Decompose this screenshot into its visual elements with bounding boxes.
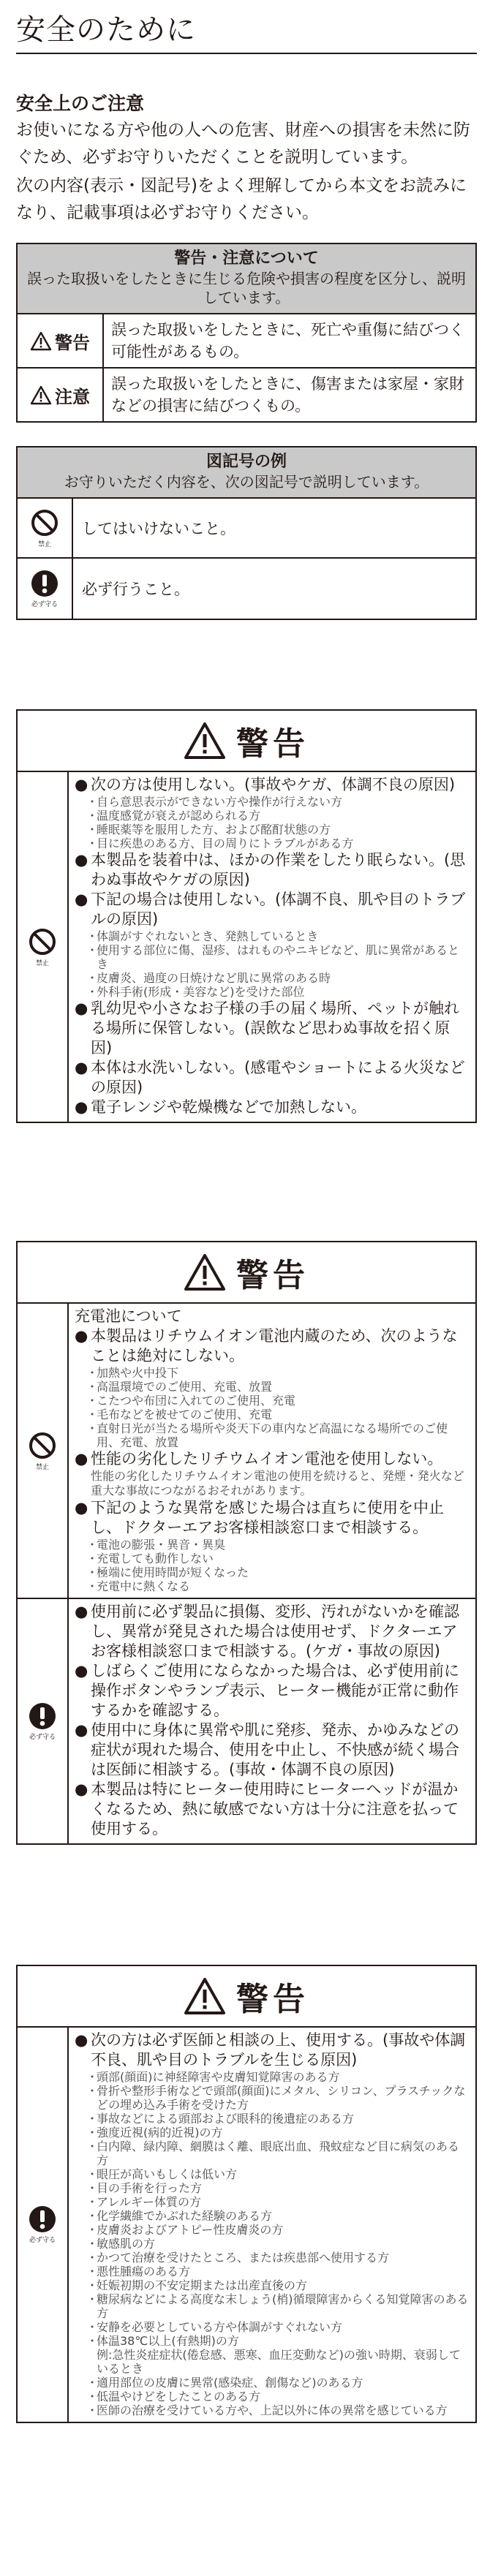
sub-list-item	[75, 1552, 470, 1565]
list-item-text: 下記のような異常を感じた場合は直ちに使用を中止し、ドクターエアお客様相談窓口まで相談する。	[91, 1499, 444, 1536]
warning-box-2-header	[18, 1242, 475, 1304]
mandatory-caption: 必ず守る	[29, 1733, 56, 1741]
bullet-icon: ●	[75, 1603, 88, 1620]
sub-list-item-text: 骨折や整形手術などで頭部(顔面)にメタル、シリコン、プラスチックなどの埋め込み手術を受けた方	[97, 2084, 466, 2112]
sub-list-item-text: 睡眠薬等を服用した方、および酩酊状態の方	[97, 823, 331, 836]
legend-description: 誤った取扱いをしたときに生じる危険や損害の程度を区分し、説明しています。	[27, 270, 466, 306]
sub-list-item-text: 皮膚炎およびアトピー性皮膚炎の方	[97, 2223, 284, 2237]
sub-list-item-text: 目に疾患のある方、目の周りにトラブルがある方	[97, 836, 354, 850]
list-item-text: 下記の場合は使用しない。(体調不良、肌や目のトラブルの原因)	[91, 891, 466, 928]
pictogram-row-prohibited	[18, 499, 475, 559]
pictogram-legend	[16, 446, 477, 620]
small-bullet-icon: ・	[86, 795, 99, 809]
bullet-icon: ●	[75, 1780, 88, 1798]
sub-list-item	[75, 1579, 470, 1593]
small-bullet-icon: ・	[86, 2181, 99, 2195]
list-item-text: しばらくご使用にならなかった場合は、必ず使用前に操作ボタンやランプ表示、ヒーター機能が正常に動作するかを確認する。	[91, 1662, 459, 1719]
pictogram-row-mandatory	[18, 559, 475, 619]
small-bullet-icon: ・	[86, 2167, 99, 2181]
prohibition-icon	[28, 927, 57, 956]
sub-list-item	[75, 2112, 470, 2126]
list-item-text: 性能の劣化したリチウムイオン電池を使用しない。	[91, 1450, 443, 1468]
small-bullet-icon: ・	[86, 2376, 99, 2390]
sub-list-item	[75, 2126, 470, 2139]
caution-triangle-icon	[30, 385, 52, 405]
sub-list-item	[75, 2348, 470, 2376]
sub-list-item-text: 高温環境でのご使用、充電、放置	[97, 1380, 273, 1394]
list-item	[75, 999, 470, 1058]
sub-list-item-text: 外科手術(形成・美容など)を受けた部位	[97, 985, 305, 999]
sub-list-item-text: 適用部位の皮膚に異常(感染症、創傷など)のある方	[97, 2376, 363, 2390]
sub-list-item-text: 敏感肌の方	[97, 2237, 156, 2251]
list-item	[75, 890, 470, 929]
small-bullet-icon: ・	[86, 929, 99, 943]
sub-list-item	[75, 2320, 470, 2334]
sub-list-item	[75, 2334, 470, 2348]
sub-list-item-text: 加熱や火中投下	[97, 1366, 179, 1380]
list-item	[75, 1449, 470, 1469]
bullet-icon: ●	[75, 1499, 88, 1516]
warning-triangle-icon	[184, 1253, 226, 1291]
bullet-icon: ●	[75, 1721, 88, 1739]
sub-list-item-text: 毛布などを被せてのご使用、充電	[97, 1408, 273, 1421]
pictogram-title: 図記号の例	[206, 453, 287, 471]
sub-list-item-text: アレルギー体質の方	[97, 2195, 201, 2209]
sub-list-item-text: 充電しても動作しない	[97, 1552, 214, 1565]
warning-label: 警告	[236, 725, 309, 763]
small-bullet-icon: ・	[86, 1408, 99, 1421]
sub-list-item-text: 自ら意思表示ができない方や操作が行えない方	[97, 795, 343, 809]
sub-list-item	[75, 2209, 470, 2223]
small-bullet-icon: ・	[86, 2403, 99, 2417]
list-item-text: 電子レンジや乾燥機などで加熱しない。	[91, 1098, 366, 1116]
sub-list-item	[75, 1565, 470, 1579]
mandatory-icon	[29, 2205, 56, 2233]
sub-list-item-text: 使用する部位に傷、湿疹、はれものやニキビなど、肌に異常があるとき	[97, 943, 460, 971]
small-bullet-icon: ・	[86, 2292, 99, 2306]
sub-list-item-text: 充電中に熱くなる	[97, 1579, 191, 1593]
sub-list-item	[75, 1538, 470, 1552]
list-item-text: 本製品はリチウムイオン電池内蔵のため、次のようなことは絶対にしない。	[91, 1327, 458, 1364]
warning-box-1-header	[18, 711, 475, 772]
sub-list-item	[75, 2181, 470, 2195]
sub-list-item-text: こたつや布団に入れてのご使用、充電	[97, 1394, 296, 1408]
warning-triangle-icon	[184, 722, 226, 760]
small-bullet-icon: ・	[86, 1565, 99, 1579]
small-bullet-icon: ・	[86, 1538, 99, 1552]
legend-warning-description: 誤った取扱いをしたときに、死亡や重傷に結びつく可能性があるもの。	[111, 321, 464, 360]
small-bullet-icon: ・	[86, 2237, 99, 2251]
prohibition-text: してはいけないこと。	[82, 520, 235, 537]
small-bullet-icon: ・	[86, 2070, 99, 2084]
legend-row-caution	[18, 369, 475, 421]
list-item	[75, 1661, 470, 1721]
sub-list-item	[75, 1366, 470, 1380]
sub-list-item	[75, 2403, 470, 2417]
note-text: 性能の劣化したリチウムイオン電池の使用を続けると、発煙・発火など重大な事故につながるおそれがあります。	[91, 1469, 464, 1497]
prohibition-icon	[30, 508, 59, 537]
warning-box-2	[16, 1241, 477, 1845]
list-item-text: 本製品を装着中は、ほかの作業をしたり眠らない。(思わぬ事故やケガの原因)	[91, 851, 466, 888]
sub-list-item	[75, 2265, 470, 2278]
legend-warning-text: 警告	[55, 332, 90, 353]
sub-list-item-text: 安静を必要としている方や体調がすぐれない方	[97, 2320, 343, 2334]
small-bullet-icon: ・	[86, 2195, 99, 2209]
mandatory-caption: 必ず守る	[29, 2237, 56, 2244]
sub-list-item	[75, 943, 470, 971]
sub-list-item	[75, 2084, 470, 2112]
page-title: 安全のために	[16, 13, 196, 47]
small-bullet-icon: ・	[86, 2209, 99, 2223]
list-item-text: 使用前に必ず製品に損傷、変形、汚れがないかを確認し、異常が発見された場合は使用せず、ドクターエアお客様相談窓口まで相談する。(ケガ・事故の原因)	[91, 1603, 459, 1660]
legend-row-warning	[18, 314, 475, 369]
sub-list-item-text: 電池の膨張・異音・異臭	[97, 1538, 226, 1552]
sub-list-item-text: 眼圧が高いもしくは低い方	[97, 2167, 238, 2181]
sub-list-item-text: 妊娠初期の不安定期または出産直後の方	[97, 2278, 308, 2292]
small-bullet-icon: ・	[86, 823, 99, 836]
warning-box-3-header	[18, 1966, 475, 2028]
small-bullet-icon: ・	[86, 1552, 99, 1565]
small-bullet-icon: ・	[86, 943, 99, 957]
legend-header	[18, 244, 475, 314]
bullet-icon: ●	[75, 1450, 88, 1468]
bullet-icon: ●	[75, 1098, 88, 1116]
prohibition-caption: 禁止	[35, 1463, 49, 1471]
list-item	[75, 1058, 470, 1098]
intro-paragraph-1: お使いになる方や他の人への危害、財産への損害を未然に防ぐため、必ずお守りいただくことを説明しています。	[16, 121, 470, 167]
bullet-icon: ●	[75, 1000, 88, 1017]
legend-caution-text: 注意	[55, 386, 90, 407]
sub-list-item-text: 直射日光が当たる場所や炎天下の車内など高温になる場所でのご使用、充電、放置	[97, 1421, 448, 1449]
sub-list-item-text: 頭部(顔面)に神経障害や皮膚知覚障害のある方	[97, 2070, 340, 2084]
sub-list-item-text: 体調がすぐれないとき、発熱しているとき	[97, 929, 319, 943]
list-item	[75, 1602, 470, 1661]
small-bullet-icon: ・	[86, 2251, 99, 2265]
sub-list-item	[75, 2251, 470, 2265]
warning-box-1	[16, 709, 477, 1123]
small-bullet-icon: ・	[86, 971, 99, 985]
list-item-text: 本体は水洗いしない。(感電やショートによる火災などの原因)	[91, 1059, 465, 1096]
list-item	[75, 1780, 470, 1839]
bullet-icon: ●	[75, 891, 88, 908]
sub-list-item	[75, 795, 470, 809]
mandatory-text: 必ず行うこと。	[82, 581, 189, 598]
small-bullet-icon: ・	[86, 2084, 99, 2098]
legend-title: 警告・注意について	[174, 249, 319, 268]
list-item	[75, 850, 470, 890]
warning-triangle-icon	[184, 1977, 226, 2015]
sub-list-item	[75, 2278, 470, 2292]
bullet-icon: ●	[75, 1059, 88, 1076]
sub-list-item	[75, 985, 470, 999]
pictogram-description: お守りいただく内容を、次の図記号で説明しています。	[64, 473, 429, 491]
warning-1-items	[69, 772, 475, 1122]
sub-list-item-text: 事故などによる頭部および眼科的後遺症のある方	[97, 2112, 355, 2126]
prohibition-caption: 禁止	[35, 959, 49, 967]
sub-list-item	[75, 2376, 470, 2390]
list-item	[75, 2031, 470, 2070]
sub-list-item-text: 目の手術を行った方	[97, 2181, 203, 2195]
sub-list-item-text: 悪性腫瘍のある方	[97, 2265, 191, 2278]
mandatory-icon	[31, 570, 59, 597]
legend-caution-description: 誤った取扱いをしたときに、傷害または家屋・家財などの損害に結びつくもの。	[111, 375, 464, 415]
bullet-icon: ●	[75, 776, 88, 793]
sub-list-item	[75, 971, 470, 985]
warning-3-items	[69, 2028, 475, 2422]
small-bullet-icon: ・	[86, 2223, 99, 2237]
sub-list-item	[75, 2070, 470, 2084]
sub-list-item	[75, 2139, 470, 2167]
list-item-text: 次の方は使用しない。(事故やケガ、体調不良の原因)	[91, 776, 456, 793]
sub-list-item	[75, 823, 470, 836]
section-label: 充電池について	[75, 1307, 182, 1325]
sub-list-item	[75, 2237, 470, 2251]
warning-box-3	[16, 1965, 477, 2423]
warning-label: 警告	[236, 1981, 309, 2018]
sub-list-item	[75, 2292, 470, 2320]
mandatory-caption: 必ず守る	[31, 600, 58, 608]
warning-triangle-icon	[30, 331, 52, 351]
small-bullet-icon: ・	[86, 1579, 99, 1593]
list-item	[75, 1498, 470, 1538]
small-bullet-icon: ・	[86, 2278, 99, 2292]
sub-list-item-text: 医師の治療を受けている方や、上記以外に体の異常を感じている方	[97, 2403, 448, 2417]
sub-list-item-text: かつて治療を受けたところ、または疾患部へ使用する方	[97, 2251, 390, 2265]
intro-paragraph-2: 次の内容(表示・図記号)をよく理解してから本文をお読みになり、記載事項は必ずお守りください。	[16, 176, 467, 222]
sub-list-item-text: 白内障、緑内障、網膜はく離、眼底出血、飛蚊症など目に病気のある方	[97, 2139, 460, 2167]
list-item-text: 本製品は特にヒーター使用時にヒーターヘッドが温かくなるため、熱に敏感でない方は十分に注意を払って使用する。	[91, 1780, 459, 1837]
sub-list-item	[75, 1394, 470, 1408]
warning-label: 警告	[236, 1257, 309, 1294]
prohibition-icon	[28, 1431, 57, 1460]
sub-list-item	[75, 836, 470, 850]
small-bullet-icon: ・	[86, 836, 99, 850]
bullet-icon: ●	[75, 1327, 88, 1345]
sub-list-item	[75, 2195, 470, 2209]
sub-list-item-text: 体温38℃以上(有熱期)の方	[97, 2334, 239, 2348]
small-bullet-icon: ・	[86, 1366, 99, 1380]
warning-2-check-items	[69, 1599, 475, 1843]
prohibition-caption: 禁止	[37, 540, 51, 548]
sub-list-item-text: 例:急性炎症症状(倦怠感、悪寒、血圧変動など)の強い時期、衰弱しているとき	[97, 2348, 461, 2376]
bullet-icon: ●	[75, 1662, 88, 1680]
warning-caution-legend	[16, 243, 477, 423]
legend-warning-label	[18, 314, 104, 367]
list-item	[75, 1326, 470, 1366]
mandatory-icon	[29, 1702, 56, 1730]
small-bullet-icon: ・	[86, 2139, 99, 2153]
sub-list-item	[75, 1421, 470, 1449]
small-bullet-icon: ・	[86, 1421, 99, 1435]
sub-list-item	[75, 2390, 470, 2403]
small-bullet-icon: ・	[86, 985, 99, 999]
sub-list-item	[75, 2167, 470, 2181]
list-item-text: 乳幼児や小さなお子様の手の届く場所、ペットが触れる場所に保管しない。(誤飲など思わぬ事故を招く原因)	[91, 1000, 459, 1057]
list-item-text: 次の方は必ず医師と相談の上、使用する。(事故や体調不良、肌や目のトラブルを生じる原因)	[91, 2031, 466, 2069]
sub-list-item	[75, 1380, 470, 1394]
sub-list-item	[75, 2223, 470, 2237]
sub-list-item	[75, 1408, 470, 1421]
list-item	[75, 775, 470, 795]
small-bullet-icon: ・	[86, 1394, 99, 1408]
small-bullet-icon: ・	[86, 2334, 99, 2348]
list-item-text: 使用中に身体に異常や肌に発疹、発赤、かゆみなどの症状が現れた場合、使用を中止し、不快感が続く場合は医師に相談する。(事故・体調不良の原因)	[91, 1721, 459, 1778]
sub-list-item-text: 糖尿病などによる高度な末しょう(梢)循環障害からくる知覚障害のある方	[97, 2292, 469, 2320]
small-bullet-icon: ・	[86, 2320, 99, 2334]
legend-caution-label	[18, 369, 104, 421]
small-bullet-icon: ・	[86, 2265, 99, 2278]
sub-list-item-text: 強度近視(病的近視)の方	[97, 2126, 223, 2139]
small-bullet-icon: ・	[86, 2126, 99, 2139]
small-bullet-icon: ・	[86, 809, 99, 823]
warning-2-battery-items	[69, 1304, 475, 1598]
sub-list-item-text: 極端に使用時間が短くなった	[97, 1565, 249, 1579]
bullet-icon: ●	[75, 851, 88, 869]
sub-list-item	[75, 809, 470, 823]
list-item	[75, 1098, 470, 1117]
title-bar	[16, 0, 477, 54]
bullet-icon: ●	[75, 2031, 88, 2049]
sub-list-item-text: 温度感覚が衰えが認められる方	[97, 809, 261, 823]
small-bullet-icon: ・	[86, 2112, 99, 2126]
sub-list-item-text: 低温やけどをしたことのある方	[97, 2390, 261, 2403]
list-item	[75, 1721, 470, 1780]
small-bullet-icon: ・	[86, 2390, 99, 2403]
safety-heading: 安全上のご注意	[16, 93, 145, 114]
pictogram-header	[18, 447, 475, 499]
small-bullet-icon: ・	[86, 1380, 99, 1394]
sub-list-item-text: 皮膚炎、過度の日焼けなど肌に異常のある時	[97, 971, 331, 985]
sub-list-item-text: 化学繊維でかぶれた経験のある方	[97, 2209, 273, 2223]
sub-list-item	[75, 929, 470, 943]
